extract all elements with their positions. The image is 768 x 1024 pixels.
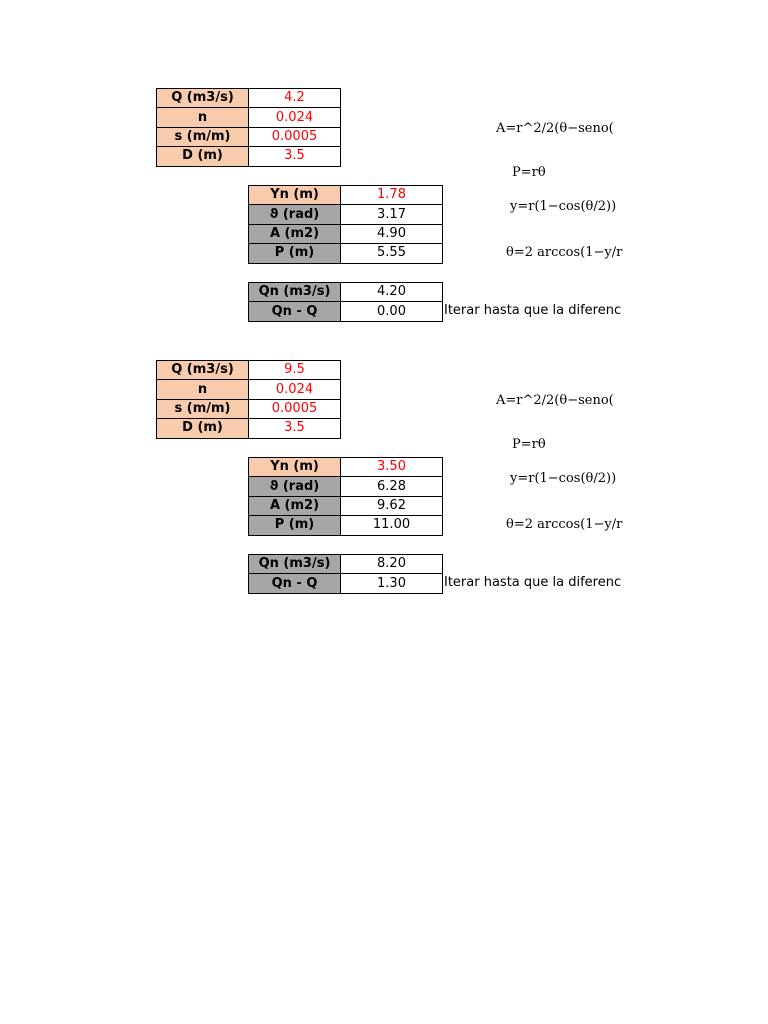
geometry-row-perimeter <box>249 516 443 535</box>
result-row-diff <box>249 574 443 593</box>
input-row-n <box>157 108 341 127</box>
geometry-row-theta <box>249 205 443 224</box>
label-cell[interactable]: Qn (m3/s) <box>249 555 341 574</box>
label-cell[interactable]: Yn (m) <box>249 458 341 477</box>
depth-formula: y=r(1−cos(θ/2)) <box>510 471 617 486</box>
value-cell[interactable]: 3.50 <box>341 458 443 477</box>
result-row-qn <box>249 283 443 302</box>
label-cell[interactable]: s (m/m) <box>157 127 249 146</box>
geometry-row-perimeter <box>249 244 443 263</box>
value-cell[interactable]: 5.55 <box>341 244 443 263</box>
value-cell[interactable]: 0.0005 <box>249 127 341 146</box>
value-cell[interactable]: 0.024 <box>249 108 341 127</box>
value-cell[interactable]: 1.78 <box>341 186 443 205</box>
value-cell[interactable]: 0.00 <box>341 302 443 321</box>
label-cell[interactable]: Q (m3/s) <box>157 89 249 108</box>
label-cell[interactable]: s (m/m) <box>157 399 249 418</box>
label-cell[interactable]: D (m) <box>157 419 249 438</box>
label-cell[interactable]: n <box>157 108 249 127</box>
iteration-note: Iterar hasta que la diferenc <box>444 303 622 318</box>
area-formula: A=r^2/2(θ−seno( <box>496 121 614 136</box>
geometry-row-yn <box>249 458 443 477</box>
input-row-q <box>157 361 341 380</box>
label-cell[interactable]: A (m2) <box>249 224 341 243</box>
label-cell[interactable]: ϑ (rad) <box>249 477 341 496</box>
label-cell[interactable]: A (m2) <box>249 496 341 515</box>
label-cell[interactable]: Qn (m3/s) <box>249 283 341 302</box>
input-row-d <box>157 419 341 438</box>
value-cell[interactable]: 4.20 <box>341 283 443 302</box>
value-cell[interactable]: 3.5 <box>249 419 341 438</box>
label-cell[interactable]: n <box>157 380 249 399</box>
value-cell[interactable]: 6.28 <box>341 477 443 496</box>
label-cell[interactable]: Qn - Q <box>249 302 341 321</box>
value-cell[interactable]: 3.17 <box>341 205 443 224</box>
geometry-table-1 <box>248 185 443 264</box>
angle-formula: θ=2 arccos(1−y/r <box>506 245 623 260</box>
input-row-s <box>157 127 341 146</box>
perimeter-formula: P=rθ <box>512 165 546 180</box>
geometry-row-yn <box>249 186 443 205</box>
area-formula: A=r^2/2(θ−seno( <box>496 393 614 408</box>
value-cell[interactable]: 0.024 <box>249 380 341 399</box>
input-row-s <box>157 399 341 418</box>
value-cell[interactable]: 9.5 <box>249 361 341 380</box>
input-row-q <box>157 89 341 108</box>
label-cell[interactable]: D (m) <box>157 147 249 166</box>
label-cell[interactable]: Q (m3/s) <box>157 361 249 380</box>
value-cell[interactable]: 9.62 <box>341 496 443 515</box>
value-cell[interactable]: 11.00 <box>341 516 443 535</box>
label-cell[interactable]: Qn - Q <box>249 574 341 593</box>
value-cell[interactable]: 3.5 <box>249 147 341 166</box>
value-cell[interactable]: 1.30 <box>341 574 443 593</box>
perimeter-formula: P=rθ <box>512 437 546 452</box>
value-cell[interactable]: 8.20 <box>341 555 443 574</box>
results-table-2 <box>248 554 443 594</box>
inputs-table-1 <box>156 88 341 167</box>
iteration-note: Iterar hasta que la diferenc <box>444 575 622 590</box>
input-row-d <box>157 147 341 166</box>
value-cell[interactable]: 4.90 <box>341 224 443 243</box>
input-row-n <box>157 380 341 399</box>
geometry-row-area <box>249 224 443 243</box>
value-cell[interactable]: 4.2 <box>249 89 341 108</box>
geometry-row-theta <box>249 477 443 496</box>
value-cell[interactable]: 0.0005 <box>249 399 341 418</box>
depth-formula: y=r(1−cos(θ/2)) <box>510 199 617 214</box>
label-cell[interactable]: Yn (m) <box>249 186 341 205</box>
label-cell[interactable]: P (m) <box>249 516 341 535</box>
result-row-diff <box>249 302 443 321</box>
result-row-qn <box>249 555 443 574</box>
label-cell[interactable]: P (m) <box>249 244 341 263</box>
angle-formula: θ=2 arccos(1−y/r <box>506 517 623 532</box>
results-table-1 <box>248 282 443 322</box>
geometry-row-area <box>249 496 443 515</box>
geometry-table-2 <box>248 457 443 536</box>
inputs-table-2 <box>156 360 341 439</box>
label-cell[interactable]: ϑ (rad) <box>249 205 341 224</box>
